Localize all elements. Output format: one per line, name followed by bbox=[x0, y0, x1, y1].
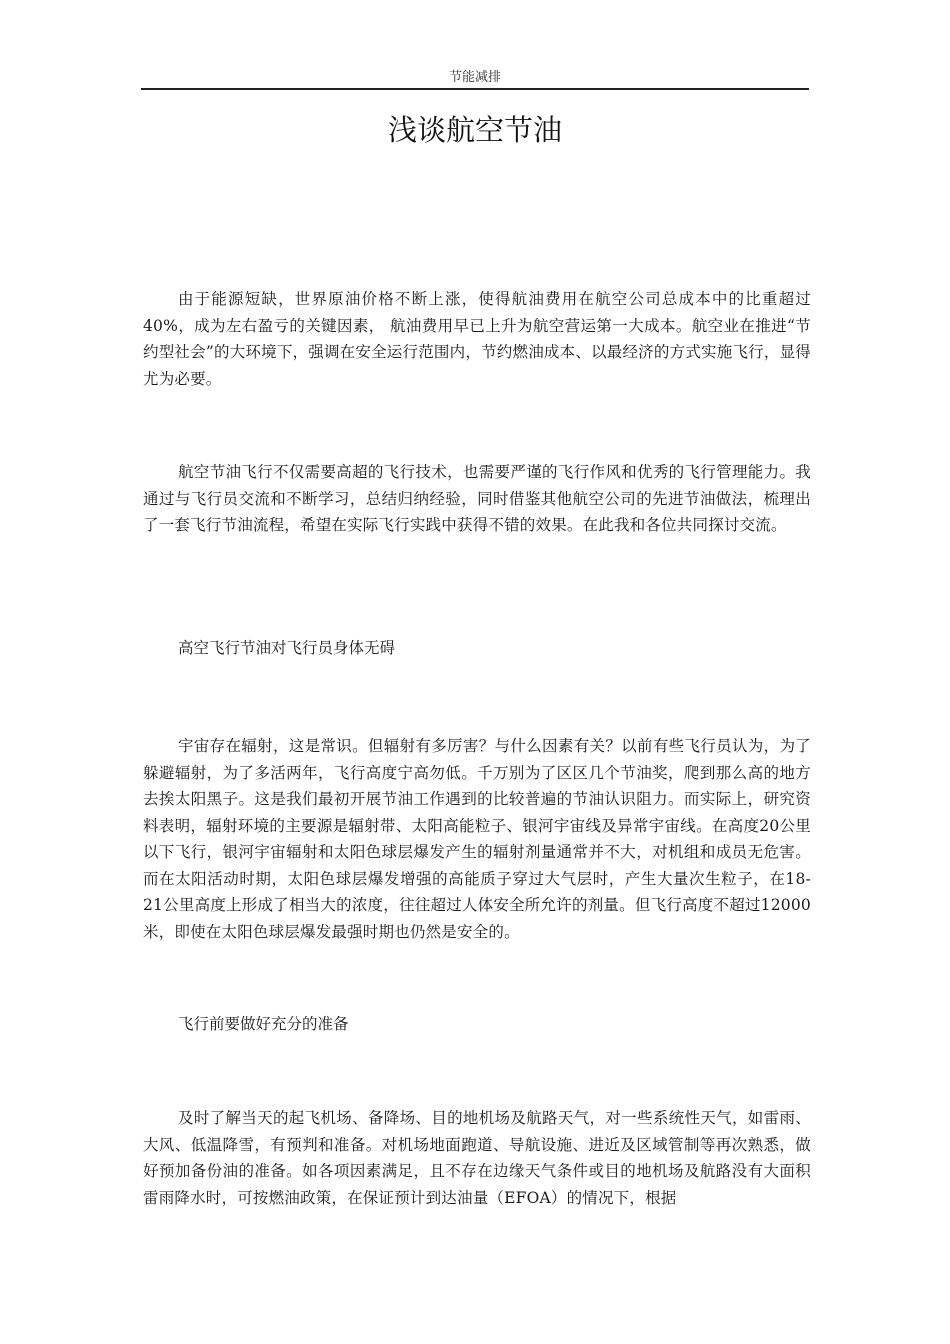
section-heading-altitude: 高空飞行节油对飞行员身体无碍 bbox=[178, 639, 396, 657]
running-header: 节能减排 bbox=[448, 70, 501, 85]
document-title: 浅谈航空节油 bbox=[387, 113, 562, 147]
paragraph-preparation: 及时了解当天的起飞机场、备降场、目的地机场及航路天气，对一些系统性天气，如雷雨、大风、低温降雪，有预判和准备。对机场地面跑道、导航设施、进近及区域管制等再次熟悉，做好预加备份油的准备。如各项因素满足，且不存在边缘天气条件或目的地机场及航路没有大面积雷雨降水时，可按燃油政策，在保证预计到达油量（EFOA）的情况下，根据 bbox=[143, 1109, 811, 1207]
paragraph-purpose: 航空节油飞行不仅需要高超的飞行技术，也需要严谨的飞行作风和优秀的飞行管理能力。我通过与飞行员交流和不断学习，总结归纳经验，同时借鉴其他航空公司的先进节油做法，梳理出了一套飞行节油流程，希望在实际飞行实践中获得不错的效果。在此我和各位共同探讨交流。 bbox=[143, 463, 811, 534]
paragraph-intro: 由于能源短缺，世界原油价格不断上涨，使得航油费用在航空公司总成本中的比重超过40%，成为左右盈亏的关键因素， 航油费用早已上升为航空营运第一大成本。航空业在推进“节约型社会”的大环境下，强调在安全运行范围内，节约燃油成本、以最经济的方式实施飞行，显得尤为必要。 bbox=[143, 290, 811, 388]
header-rule bbox=[141, 88, 809, 90]
section-heading-preparation: 飞行前要做好充分的准备 bbox=[178, 1015, 349, 1033]
paragraph-radiation: 宇宙存在辐射，这是常识。但辐射有多厉害？与什么因素有关？以前有些飞行员认为，为了躲避辐射，为了多活两年，飞行高度宁高勿低。千万别为了区区几个节油奖，爬到那么高的地方去挨太阳黑子。这是我们最初开展节油工作遇到的比较普遍的节油认识阻力。而实际上，研究资料表明，辐射环境的主要源是辐射带、太阳高能粒子、银河宇宙线及异常宇宙线。在高度20公里以下飞行，银河宇宙辐射和太阳色球层爆发产生的辐射剂量通常并不大，对机组和成员无危害。而在太阳活动时期，太阳色球层爆发增强的高能质子穿过大气层时，产生大量次生粒子，在18-21公里高度上形成了相当大的浓度，往往超过人体安全所允许的剂量。但飞行高度不超过12000米，即使在太阳色球层爆发最强时期也仍然是安全的。 bbox=[143, 737, 811, 941]
